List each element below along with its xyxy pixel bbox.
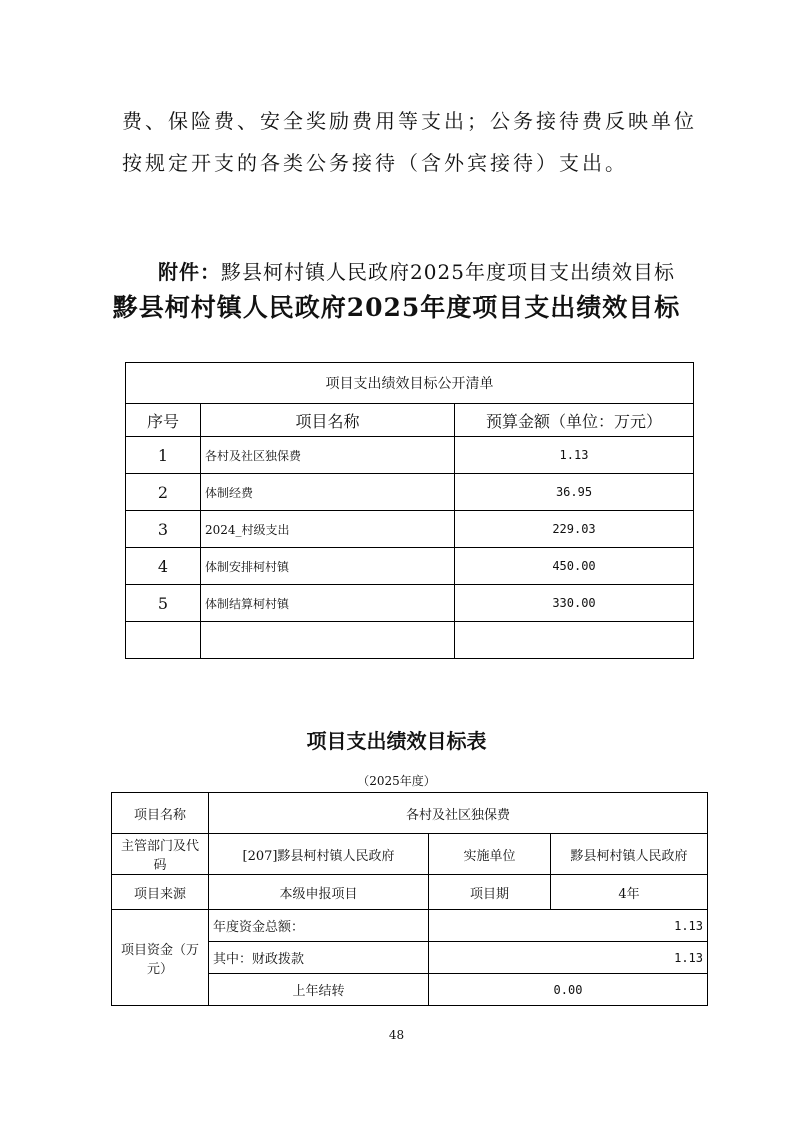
- table-row: [126, 474, 694, 511]
- row-no: 2: [126, 474, 201, 511]
- row-name: 2024_村级支出: [201, 511, 455, 548]
- perf-table-title: 项目支出绩效目标表: [306, 729, 487, 753]
- fiscal-funds-value: 1.13: [429, 942, 708, 974]
- carryover-value: 0.00: [429, 974, 708, 1006]
- dept-value: [207]黟县柯村镇人民政府: [209, 834, 429, 875]
- carryover-label: 上年结转: [209, 974, 429, 1006]
- total-funds-value: 1.13: [429, 910, 708, 942]
- source-value: 本级申报项目: [209, 875, 429, 910]
- dept-label: 主管部门及代码: [112, 834, 209, 875]
- row-name: 各村及社区独保费: [201, 437, 455, 474]
- funds-label: 项目资金（万元）: [112, 910, 209, 1006]
- row-amount: 1.13: [455, 437, 694, 474]
- row-amount: 330.00: [455, 585, 694, 622]
- empty-cell: [201, 622, 455, 659]
- table-row: [126, 585, 694, 622]
- list-table-caption: 项目支出绩效目标公开清单: [126, 363, 694, 404]
- impl-label: 实施单位: [429, 834, 551, 875]
- header-name: 项目名称: [201, 404, 455, 437]
- row-no: 1: [126, 437, 201, 474]
- row-no: 3: [126, 511, 201, 548]
- header-amount: 预算金额（单位：万元）: [455, 404, 694, 437]
- row-amount: 450.00: [455, 548, 694, 585]
- table-row-empty: [126, 622, 694, 659]
- period-value: 4年: [551, 875, 708, 910]
- attachment-prefix: 附件：: [158, 260, 222, 284]
- row-no: 5: [126, 585, 201, 622]
- main-title: 黟县柯村镇人民政府2025年度项目支出绩效目标: [112, 293, 681, 322]
- table-row: [126, 548, 694, 585]
- project-name-label: 项目名称: [112, 793, 209, 834]
- row-name: 体制经费: [201, 474, 455, 511]
- row-amount: 229.03: [455, 511, 694, 548]
- row-name: 体制结算柯村镇: [201, 585, 455, 622]
- attachment-line: [0, 256, 793, 285]
- table-row: [126, 511, 694, 548]
- row-name: 体制安排柯村镇: [201, 548, 455, 585]
- empty-cell: [455, 622, 694, 659]
- page-number: 48: [388, 1028, 405, 1042]
- perf-table-year: （2025年度）: [357, 774, 436, 788]
- total-funds-label: 年度资金总额：: [209, 910, 429, 942]
- header-no: 序号: [126, 404, 201, 437]
- row-no: 4: [126, 548, 201, 585]
- body-paragraph: 费、保险费、安全奖励费用等支出；公务接待费反映单位按规定开支的各类公务接待（含外宾接待）支出。: [122, 109, 697, 175]
- project-name-value: 各村及社区独保费: [209, 793, 708, 834]
- source-label: 项目来源: [112, 875, 209, 910]
- perf-target-table: [111, 792, 708, 1006]
- table-row: [126, 437, 694, 474]
- attachment-text: 黟县柯村镇人民政府2025年度项目支出绩效目标: [221, 260, 675, 284]
- empty-cell: [126, 622, 201, 659]
- impl-value: 黟县柯村镇人民政府: [551, 834, 708, 875]
- project-list-table: [125, 362, 694, 659]
- period-label: 项目期: [429, 875, 551, 910]
- fiscal-funds-label: 其中：财政拨款: [209, 942, 429, 974]
- row-amount: 36.95: [455, 474, 694, 511]
